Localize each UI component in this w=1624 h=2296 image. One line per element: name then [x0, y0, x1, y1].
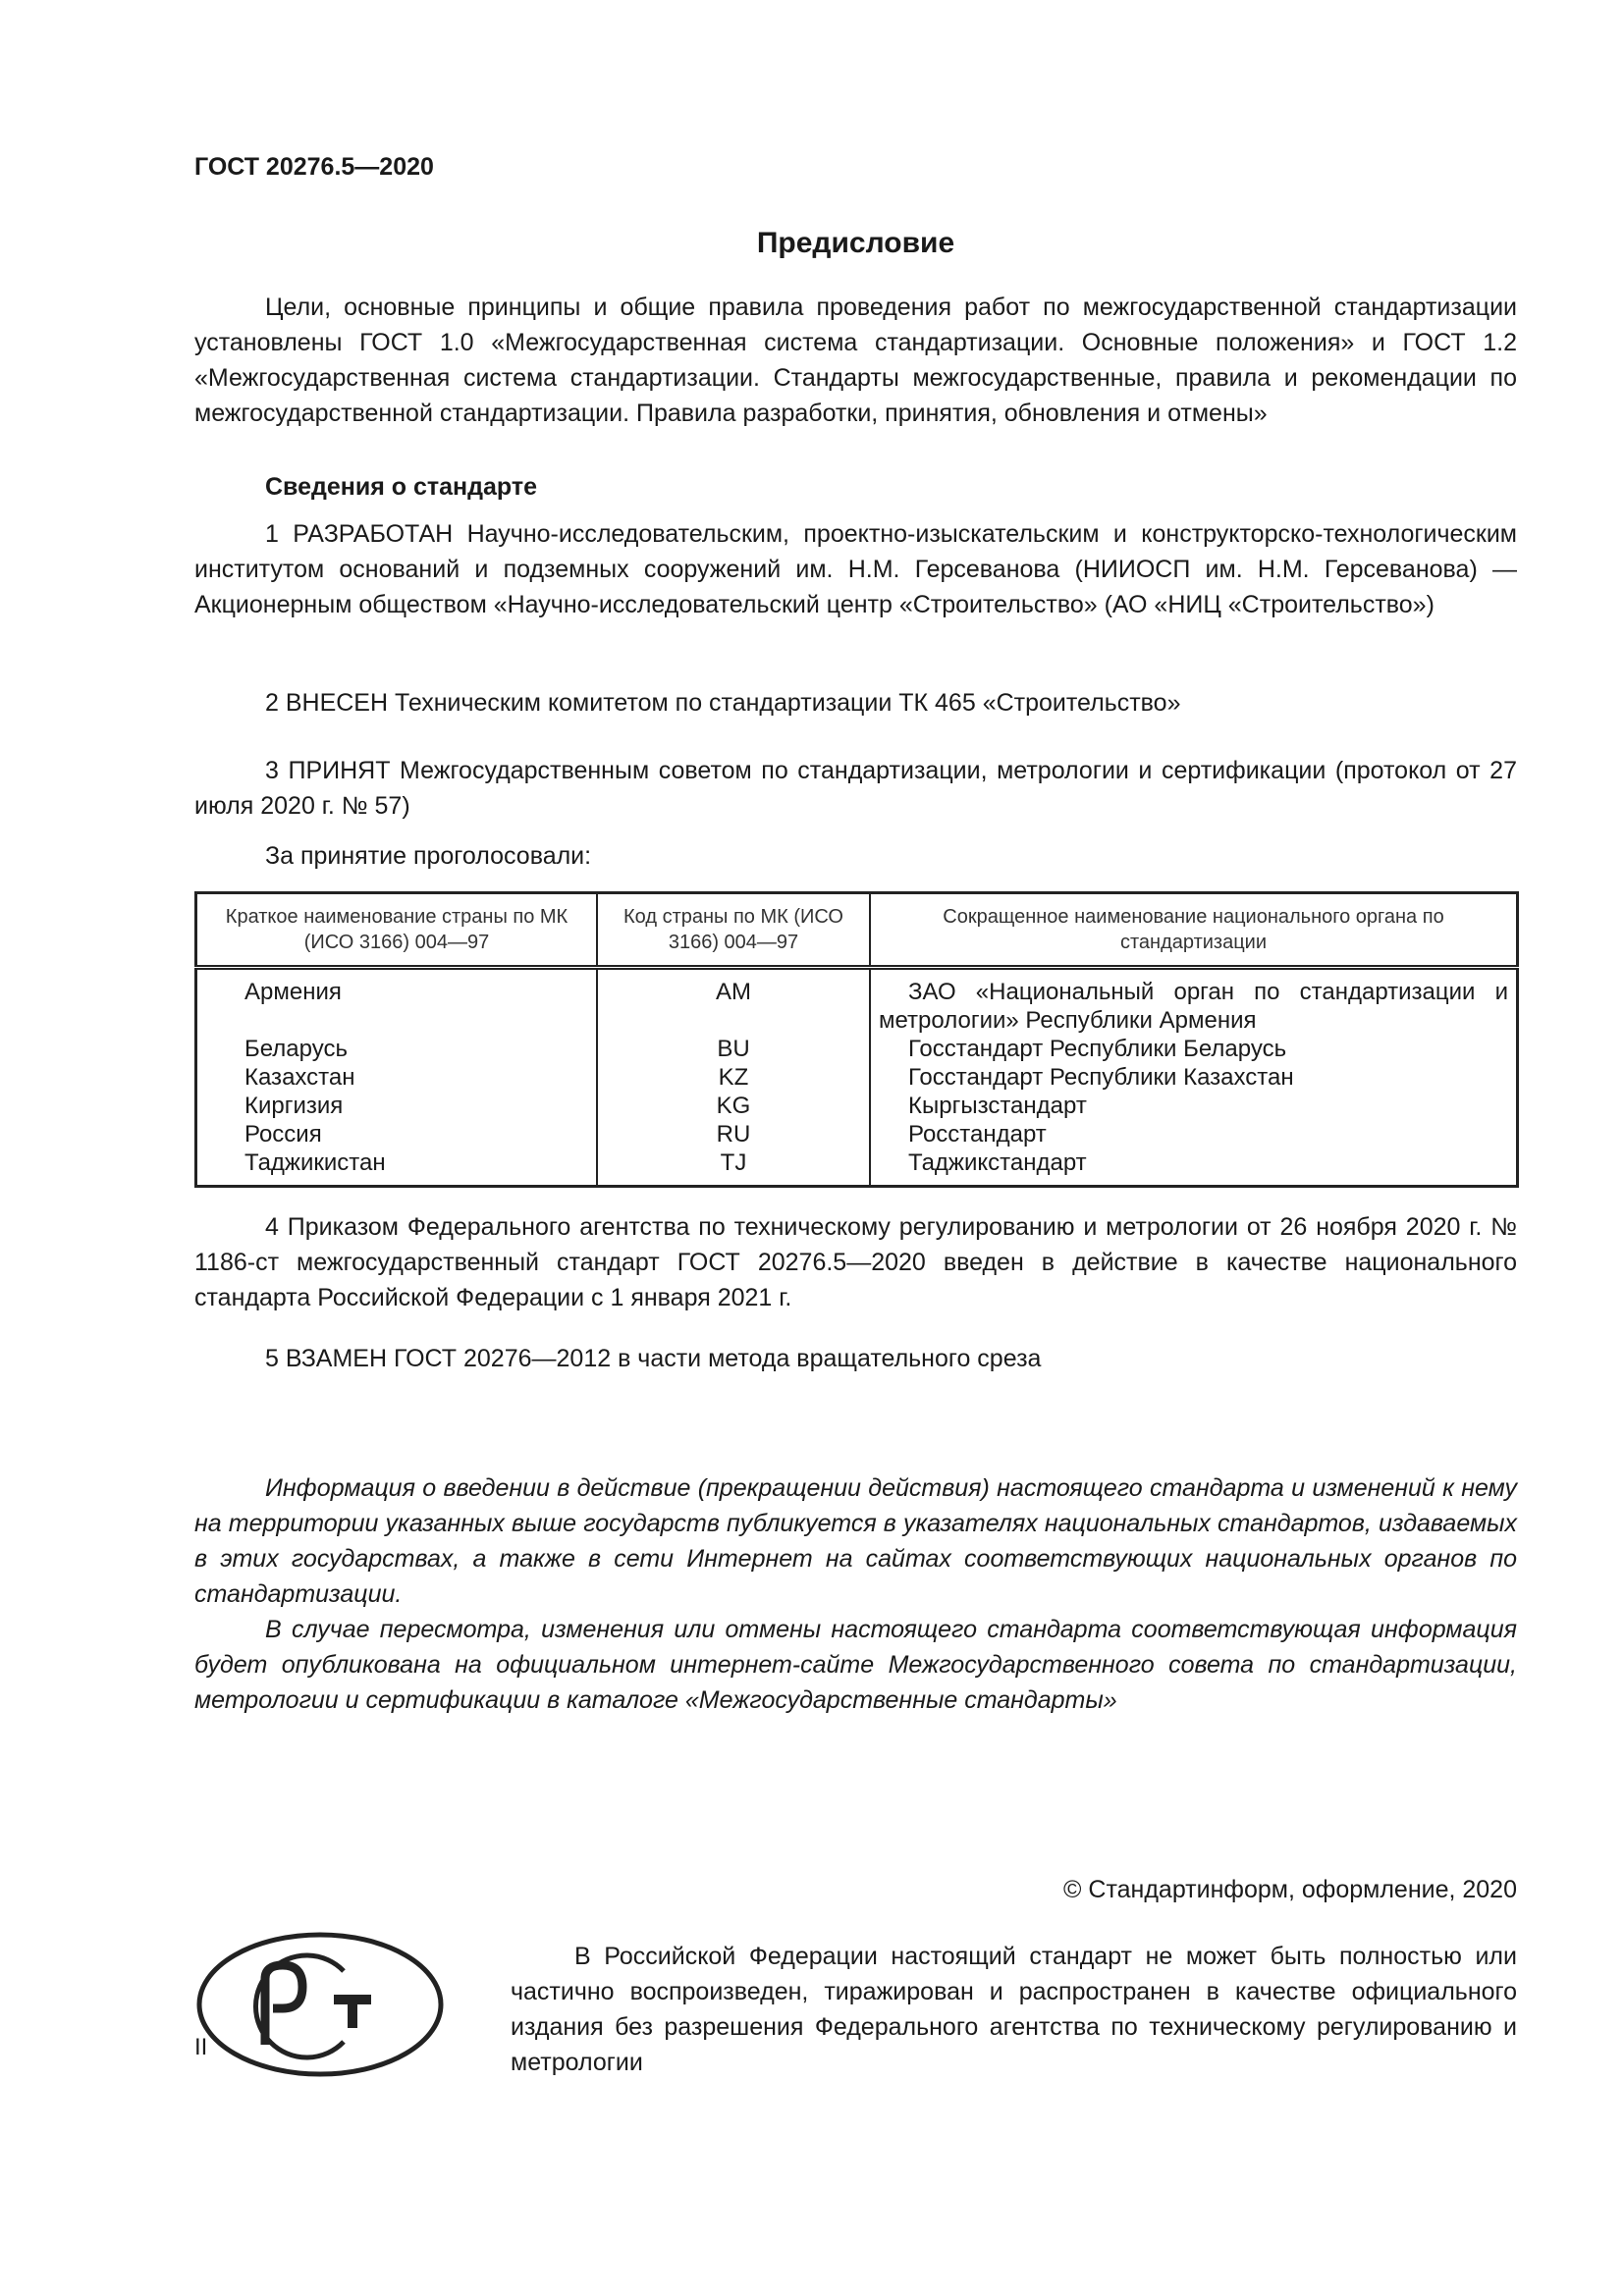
table-row [196, 1148, 1518, 1187]
table-row [196, 1035, 1518, 1063]
copyright: © Стандартинформ, оформление, 2020 [1063, 1876, 1517, 1903]
country-cell: Армения [196, 968, 598, 1036]
column-header-agency: Сокращенное наименование национального органа по стандартизации [870, 893, 1518, 968]
intro-paragraph: Цели, основные принципы и общие правила проведения работ по межгосударственной стандартизации установлены ГОСТ 1.0 «Межгосударственная система стандартизации. Основные положения» и ГОСТ 1.2 «Межгосударственная система стандартизации. Стандарты межгосударственные, правила и рекомендации по межгосударственной стандартизации. Правила разработки, принятия, обновления и отмены» [194, 294, 1517, 427]
item-5: 5 ВЗАМЕН ГОСТ 20276—2012 в части метода вращательного среза [265, 1345, 1042, 1372]
item-2: 2 ВНЕСЕН Техническим комитетом по стандартизации ТК 465 «Строительство» [265, 689, 1181, 717]
agency-cell: Госстандарт Республики Беларусь [870, 1035, 1518, 1063]
country-cell: Киргизия [196, 1092, 598, 1120]
rst-logo [196, 1932, 444, 2077]
country-cell: Беларусь [196, 1035, 598, 1063]
country-cell: Россия [196, 1120, 598, 1148]
code-cell: RU [597, 1120, 870, 1148]
code-cell: KG [597, 1092, 870, 1120]
table-row [196, 1120, 1518, 1148]
info-heading: Сведения о стандарте [265, 473, 538, 501]
voting-table [194, 891, 1519, 1188]
voted-label: За принятие проголосовали: [265, 842, 592, 870]
code-cell: TJ [597, 1148, 870, 1187]
code-cell: KZ [597, 1063, 870, 1092]
table-row [196, 1092, 1518, 1120]
page-number: II [194, 2034, 208, 2060]
item-1: 1 РАЗРАБОТАН Научно-исследовательским, проектно-изыскательским и конструкторско-технологическим институтом оснований и подземных сооружений им. Н.М. Герсеванова (НИИОСП им. Н.М. Герсеванова) — Акционерным обществом «Научно-исследовательский центр «Строительство» (АО «НИЦ «Строительство») [194, 520, 1517, 618]
agency-cell: ЗАО «Национальный орган по стандартизации и метрологии» Республики Армения [870, 968, 1518, 1036]
table-row [196, 1063, 1518, 1092]
country-cell: Таджикистан [196, 1148, 598, 1187]
agency-cell: Кыргызстандарт [870, 1092, 1518, 1120]
column-header-code: Код страны по МК (ИСО 3166) 004—97 [597, 893, 870, 968]
code-cell: BU [597, 1035, 870, 1063]
agency-cell: Росстандарт [870, 1120, 1518, 1148]
country-cell: Казахстан [196, 1063, 598, 1092]
page-title: Предисловие [756, 227, 955, 259]
item-3: 3 ПРИНЯТ Межгосударственным советом по стандартизации, метрологии и сертификации (протокол от 27 июля 2020 г. № 57) [194, 757, 1517, 820]
column-header-country: Краткое наименование страны по МК (ИСО 3166) 004—97 [196, 893, 598, 968]
rights-notice: В Российской Федерации настоящий стандарт не может быть полностью или частично воспроизведен, тиражирован и распространен в качестве официального издания без разрешения Федерального агентства по техническому регулированию и метрологии [511, 1943, 1517, 2076]
agency-cell: Госстандарт Республики Казахстан [870, 1063, 1518, 1092]
notice-paragraph-2: В случае пересмотра, изменения или отмены настоящего стандарта соответствующая информация будет опубликована на официальном интернет-сайте Межгосударственного совета по стандартизации, метрологии и сертификации в каталоге «Межгосударственные стандарты» [194, 1616, 1517, 1714]
code-cell: AM [597, 968, 870, 1036]
table-row [196, 968, 1518, 1036]
agency-cell: Таджикстандарт [870, 1148, 1518, 1187]
document-header: ГОСТ 20276.5—2020 [194, 153, 434, 181]
notice-paragraph-1: Информация о введении в действие (прекращении действия) настоящего стандарта и изменений к нему на территории указанных выше государств публикуется в указателях национальных стандартов, издаваемых в этих государствах, а также в сети Интернет на сайтах соответствующих национальных органов по стандартизации. [194, 1474, 1517, 1608]
item-4: 4 Приказом Федерального агентства по техническому регулированию и метрологии от 26 ноября 2020 г. № 1186-ст межгосударственный стандарт ГОСТ 20276.5—2020 введен в действие в качестве национального стандарта Российской Федерации с 1 января 2021 г. [194, 1213, 1517, 1311]
